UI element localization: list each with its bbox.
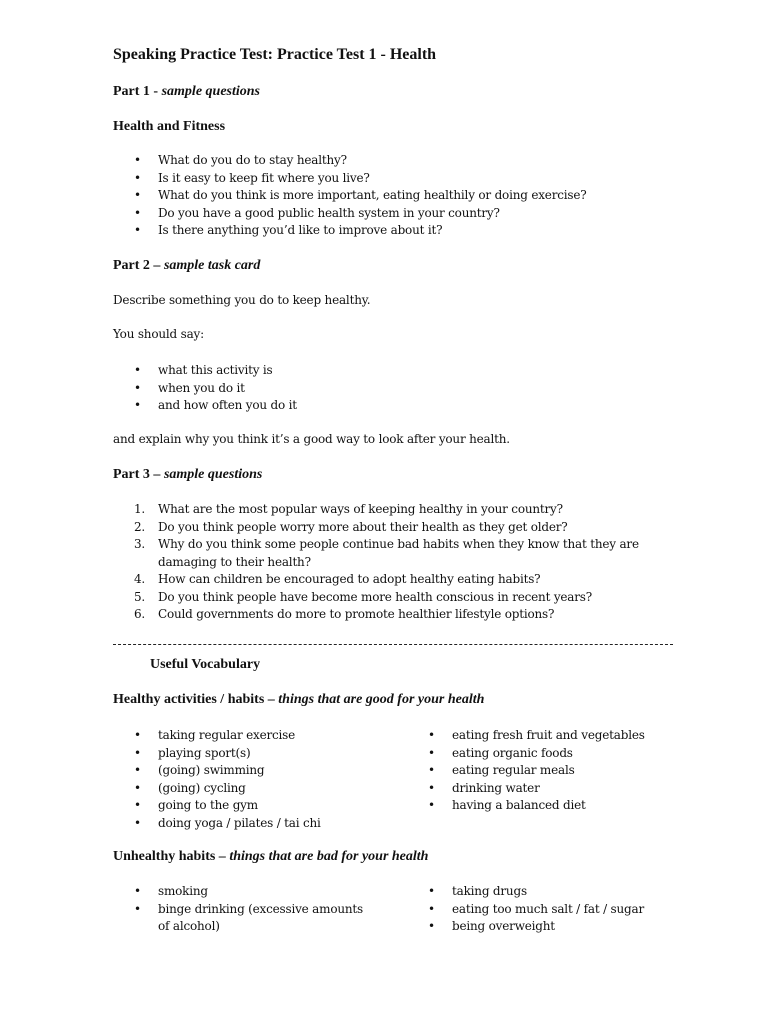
healthy-right-list: [407, 727, 645, 815]
part2-heading: [113, 258, 260, 274]
list-item: • Is there anything you’d like to improve about it?: [134, 223, 443, 237]
list-item: • Do you have a good public health system in your country?: [134, 205, 500, 220]
part3-heading: [113, 467, 262, 483]
list-item: • What do you do to stay healthy?: [134, 153, 347, 167]
list-item: • and how often you do it: [134, 398, 297, 412]
list-item: • drinking water: [428, 780, 540, 795]
list-item: • what this activity is: [134, 363, 273, 377]
list-item: • Is it easy to keep fit where you live?: [134, 170, 370, 185]
list-item: • doing yoga / pilates / tai chi: [134, 815, 321, 830]
part1-question-list: [113, 152, 587, 240]
part2-heading-sub: sample task card: [163, 258, 261, 273]
unhealthy-left-list: [113, 883, 368, 936]
list-item: 1. What are the most popular ways of keeping healthy in your country?: [134, 502, 563, 516]
unhealthy-heading-label: Unhealthy habits –: [113, 849, 230, 864]
part1-topic: Health and Fitness: [113, 119, 226, 134]
list-item: • eating organic foods: [428, 745, 573, 760]
part1-heading-sub: sample questions: [161, 84, 260, 99]
list-item: • binge drinking (excessive amounts of alcohol): [134, 901, 363, 933]
part1-heading-label: Part 1 -: [113, 84, 162, 99]
list-item: 2. Do you think people worry more about their health as they get older?: [134, 519, 568, 534]
healthy-left-list: [113, 727, 321, 832]
list-item: • going to the gym: [134, 798, 258, 812]
part2-heading-label: Part 2 –: [113, 258, 164, 273]
vocab-heading: Useful Vocabulary: [150, 657, 261, 672]
part2-prompt: Describe something you do to keep healthy.: [113, 293, 371, 307]
list-item: • taking drugs: [428, 884, 527, 898]
healthy-heading: [113, 692, 484, 708]
divider: [113, 644, 673, 645]
healthy-heading-sub: things that are good for your health: [278, 692, 485, 707]
list-item: • eating too much salt / fat / sugar: [428, 901, 644, 916]
list-item: • (going) cycling: [134, 780, 246, 795]
part2-explain: and explain why you think it’s a good way to look after your health.: [113, 432, 510, 446]
list-item: • when you do it: [134, 380, 245, 395]
healthy-heading-label: Healthy activities / habits –: [113, 692, 279, 707]
unhealthy-right-list: [407, 883, 644, 936]
part3-heading-label: Part 3 –: [113, 467, 164, 482]
list-item: • eating regular meals: [428, 763, 575, 777]
list-item: • taking regular exercise: [134, 728, 296, 742]
list-item: • having a balanced diet: [428, 798, 586, 812]
part3-heading-sub: sample questions: [163, 467, 263, 482]
list-item: • (going) swimming: [134, 763, 265, 777]
list-item: • playing sport(s): [134, 745, 251, 760]
list-item: 5. Do you think people have become more health conscious in recent years?: [134, 589, 592, 604]
part3-question-list: [113, 501, 653, 624]
list-item: 6. Could governments do more to promote healthier lifestyle options?: [134, 607, 555, 621]
page-title: Speaking Practice Test: Practice Test 1 - Health: [113, 46, 437, 63]
unhealthy-heading-sub: things that are bad for your health: [229, 849, 429, 864]
part2-should-say: You should say:: [113, 327, 204, 341]
list-item: 4. How can children be encouraged to adopt healthy eating habits?: [134, 572, 541, 586]
part2-point-list: [113, 362, 297, 415]
list-item: • eating fresh fruit and vegetables: [428, 728, 645, 742]
list-item: 3. Why do you think some people continue bad habits when they know that they are damaging to their health?: [134, 537, 639, 569]
part1-heading: [113, 84, 260, 100]
list-item: • What do you think is more important, eating healthily or doing exercise?: [134, 188, 587, 202]
list-item: • smoking: [134, 884, 208, 898]
list-item: • being overweight: [428, 919, 555, 933]
unhealthy-heading: [113, 849, 428, 865]
